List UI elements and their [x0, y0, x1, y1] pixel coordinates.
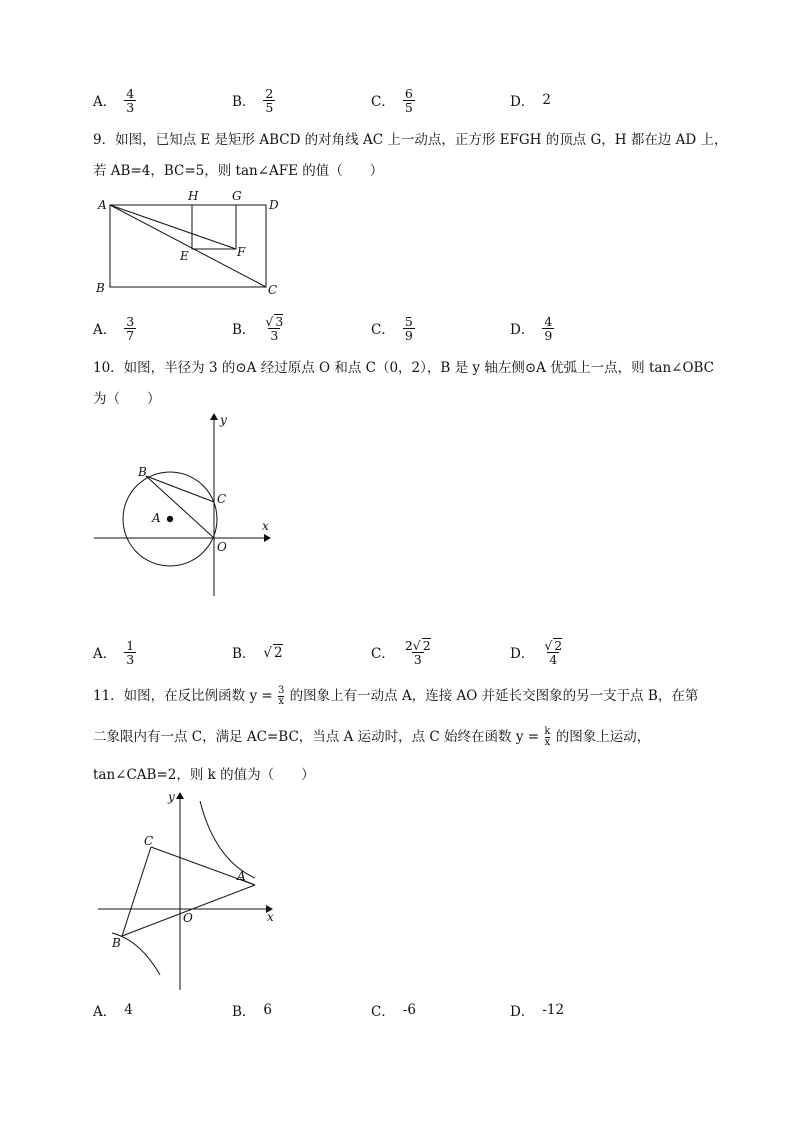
fraction: $\frac{√ 2}{4}$ — [544, 638, 563, 667]
segment-bo — [146, 476, 214, 538]
fraction: $\frac{2√ 2}{3}$ — [404, 638, 431, 667]
q9-options — [93, 310, 653, 346]
label-f: F — [237, 245, 246, 259]
label-x: x — [267, 910, 274, 924]
q11-option-d[interactable]: D． -12 — [510, 1002, 565, 1020]
fraction: $\frac{4}{3}$ — [126, 85, 135, 115]
label-h: H — [188, 189, 199, 203]
label-o: O — [217, 540, 227, 554]
fraction: $\frac{k}{x}$ — [544, 726, 551, 748]
fraction: $\frac{3}{x}$ — [278, 685, 285, 707]
label-g: G — [232, 189, 242, 203]
q9-option-c[interactable]: C． $\frac{5}{9}$ — [371, 313, 413, 343]
q11-options — [93, 992, 653, 1028]
q11-text-line1: 11．如图，在反比例函数 y = $\frac{3}{x}$ 的图象上有一动点 A，连接 AO 并延长交图象的另一支于点 B，在第 — [93, 685, 699, 707]
label-o: O — [183, 911, 193, 925]
fraction: $\frac{1}{3}$ — [126, 637, 135, 667]
q8-option-d[interactable]: D． 2 — [510, 92, 551, 110]
label-c: C — [144, 834, 154, 848]
segment-cb — [122, 847, 151, 936]
q10-options — [93, 634, 653, 670]
q8-option-c[interactable]: C． $\frac{6}{5}$ — [371, 85, 413, 115]
q11-option-a[interactable]: A． 4 — [93, 1002, 133, 1020]
segment-af — [110, 205, 236, 249]
label-e: E — [180, 249, 189, 263]
q10-figure — [90, 408, 290, 603]
label-c: C — [268, 283, 278, 297]
q11-text-line3: tan∠CAB=2，则 k 的值为（ ） — [93, 767, 315, 783]
label-y: y — [220, 413, 227, 427]
q8-options — [93, 82, 653, 118]
label-a: A — [237, 869, 246, 883]
label-b: B — [112, 936, 121, 950]
fraction: $\frac{3}{7}$ — [126, 313, 135, 343]
fraction: $\frac{5}{9}$ — [404, 313, 413, 343]
hyperbola-branch-first-quadrant — [200, 801, 255, 878]
q9-figure — [90, 188, 290, 298]
q10-option-c[interactable]: C． $\frac{2√ 2}{3}$ — [371, 638, 431, 667]
q10-text-line2: 为（ ） — [93, 391, 161, 407]
q10-option-a[interactable]: A． $\frac{1}{3}$ — [93, 637, 135, 667]
fraction: $\frac{2}{5}$ — [265, 85, 274, 115]
q11-figure — [90, 785, 290, 995]
fraction: $\frac{√ 3}{3}$ — [265, 314, 284, 343]
q11-text-line2: 二象限内有一点 C，满足 AC=BC，当点 A 运动时，点 C 始终在函数 y = $\frac{k}{x}$ 的图象上运动， — [93, 726, 651, 748]
q9-option-d[interactable]: D． $\frac{4}{9}$ — [510, 313, 553, 343]
q11-option-c[interactable]: C． -6 — [371, 1002, 416, 1020]
sqrt-expression: √ 2 — [263, 644, 283, 661]
label-a: A — [98, 198, 107, 212]
fraction: $\frac{4}{9}$ — [544, 313, 553, 343]
label-a: A — [152, 511, 161, 525]
label-x: x — [262, 519, 269, 533]
label-b: B — [96, 281, 105, 295]
center-point-a — [167, 516, 173, 522]
q10-option-b[interactable]: B． √ 2 — [232, 644, 283, 662]
label-b: B — [138, 465, 147, 479]
fraction: $\frac{6}{5}$ — [404, 85, 413, 115]
q10-option-d[interactable]: D． $\frac{√ 2}{4}$ — [510, 638, 563, 667]
label-d: D — [269, 198, 279, 212]
q9-text-line2: 若 AB=4，BC=5，则 tan∠AFE 的值（ ） — [93, 163, 384, 179]
q8-option-a[interactable]: A． $\frac{4}{3}$ — [93, 85, 135, 115]
label-y: y — [168, 790, 175, 804]
q9-option-b[interactable]: B． $\frac{√ 3}{3}$ — [232, 314, 284, 343]
label-c: C — [217, 492, 227, 506]
q11-option-b[interactable]: B． 6 — [232, 1002, 273, 1020]
q8-option-b[interactable]: B． $\frac{2}{5}$ — [232, 85, 274, 115]
q10-text-line1: 10．如图，半径为 3 的⊙A 经过原点 O 和点 C（0，2），B 是 y 轴左侧⊙A 优弧上一点，则 tan∠OBC — [93, 360, 715, 376]
square-efgh — [192, 205, 236, 249]
q9-option-a[interactable]: A． $\frac{3}{7}$ — [93, 313, 135, 343]
segment-bc — [146, 476, 214, 502]
q9-text-line1: 9．如图，已知点 E 是矩形 ABCD 的对角线 AC 上一动点，正方形 EFGH 的顶点 G，H 都在边 AD 上， — [93, 132, 728, 148]
